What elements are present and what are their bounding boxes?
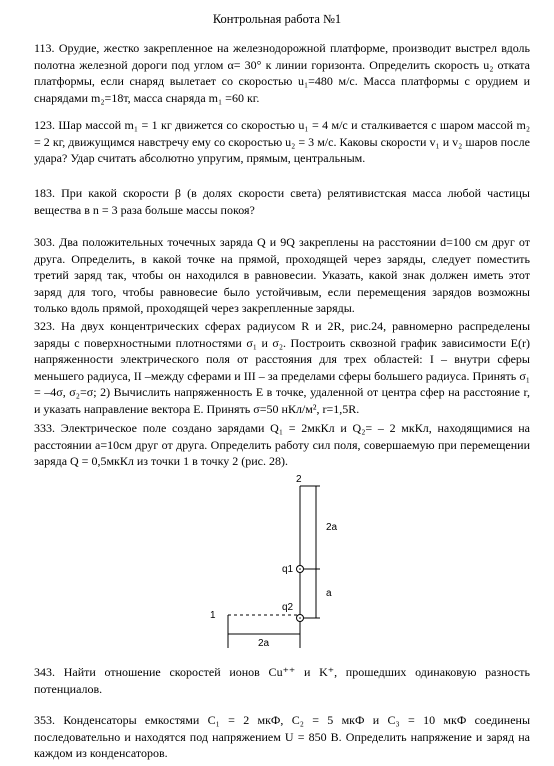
problem-text: Шар массой m₁ = 1 кг движется со скоростью u₁ = 4 м/с и сталкивается с шаром массой m₂ = 2 кг, движущимся навстречу ему со скоростью u₂ = 3 м/с. Каковы скорости v₁ и v₂ шаров после удара? Удар считать абсолютно упругим, прямым, центральным.	[34, 118, 531, 166]
problem-number: 333.	[34, 421, 55, 435]
label-q2: q2	[282, 602, 294, 613]
problem-number: 183.	[34, 186, 55, 200]
label-point-2: 2	[296, 474, 302, 485]
label-dist-mid: a	[326, 588, 332, 599]
problem-number: 303.	[34, 235, 55, 249]
problem-343	[34, 664, 530, 697]
label-point-1: 1	[210, 610, 216, 621]
problem-123	[34, 117, 530, 167]
problem-text: Электрическое поле создано зарядами Q₁ = 2мкКл и Q₂= – 2 мкКл, находящимися на расстоянии a=10см друг от друга. Определить работу сил поля, совершаемую при перемещении заряда Q = 0,5мкКл из точки 1 в точку 2 (рис. 28).	[34, 421, 531, 469]
problem-text: На двух концентрических сферах радиусом R и 2R, рис.24, равномерно распределены заряды с поверхностными плотностями σ₁ и σ₂. Построить сквозной график зависимости E(r) напряженности электрического поля от расстояния для трех областей: I – внутри сферы меньшего радиуса, II –между сферами и III – за пределами сферы большего радиуса. Принять σ₁ = –4σ, σ₂=σ; 2) Вычислить напряженность E в точке, удаленной от центра сфер на расстояние r, и указать направление вектора E. Принять σ=50 нКл/м², r=1,5R.	[34, 319, 531, 416]
page-title: Контрольная работа №1	[212, 12, 342, 26]
problem-323	[34, 318, 530, 418]
problem-303	[34, 234, 530, 317]
problem-number: 113.	[34, 41, 55, 55]
problem-number: 123.	[34, 118, 55, 132]
problem-text: При какой скорости β (в долях скорости света) релятивистская масса любой частицы вещества в n = 3 раза больше массы покоя?	[34, 186, 530, 217]
figure-28-diagram	[196, 474, 366, 654]
problem-number: 323.	[34, 319, 55, 333]
problem-333	[34, 420, 530, 470]
label-q1: q1	[282, 564, 294, 575]
problem-text: Найти отношение скоростей ионов Cu⁺⁺ и K⁺, прошедших одинаковую разность потенциалов.	[34, 665, 531, 696]
problem-text: Два положительных точечных заряда Q и 9Q закреплены на расстоянии d=100 см друг от друга. Определить, в какой точке на прямой, проходящей через заряды, следует поместить третий заряд так, чтобы он находился в равновесии. Указать, какой знак должен иметь этот заряд для того, чтобы равновесие было устойчивым, если перемещения зарядов возможны только вдоль прямой, проходящей через закрепленные заряды.	[34, 235, 530, 316]
problem-number: 353.	[34, 713, 55, 727]
problem-text: Орудие, жестко закрепленное на железнодорожной платформе, производит выстрел вдоль полотна железной дороги под углом α= 30° к линии горизонта. Определить скорость u₂ отката платформы, если снаряд вылетает со скоростью u₁=480 м/с. Масса платформы с орудием и снарядами m₂=18т, масса снаряда m₁ =60 кг.	[34, 41, 531, 105]
problem-113	[34, 40, 530, 106]
problem-text: Конденсаторы емкостями C₁ = 2 мкФ, C₂ = 5 мкФ и C₃ = 10 мкФ соединены последовательно и находятся под напряжением U = 850 В. Определить напряжение и заряд на каждом из конденсаторов.	[34, 713, 531, 761]
problem-number: 343.	[34, 665, 55, 679]
problem-183	[34, 185, 530, 218]
problem-353	[34, 712, 530, 762]
label-dist-bottom: 2a	[258, 638, 270, 649]
label-dist-top: 2a	[326, 522, 338, 533]
